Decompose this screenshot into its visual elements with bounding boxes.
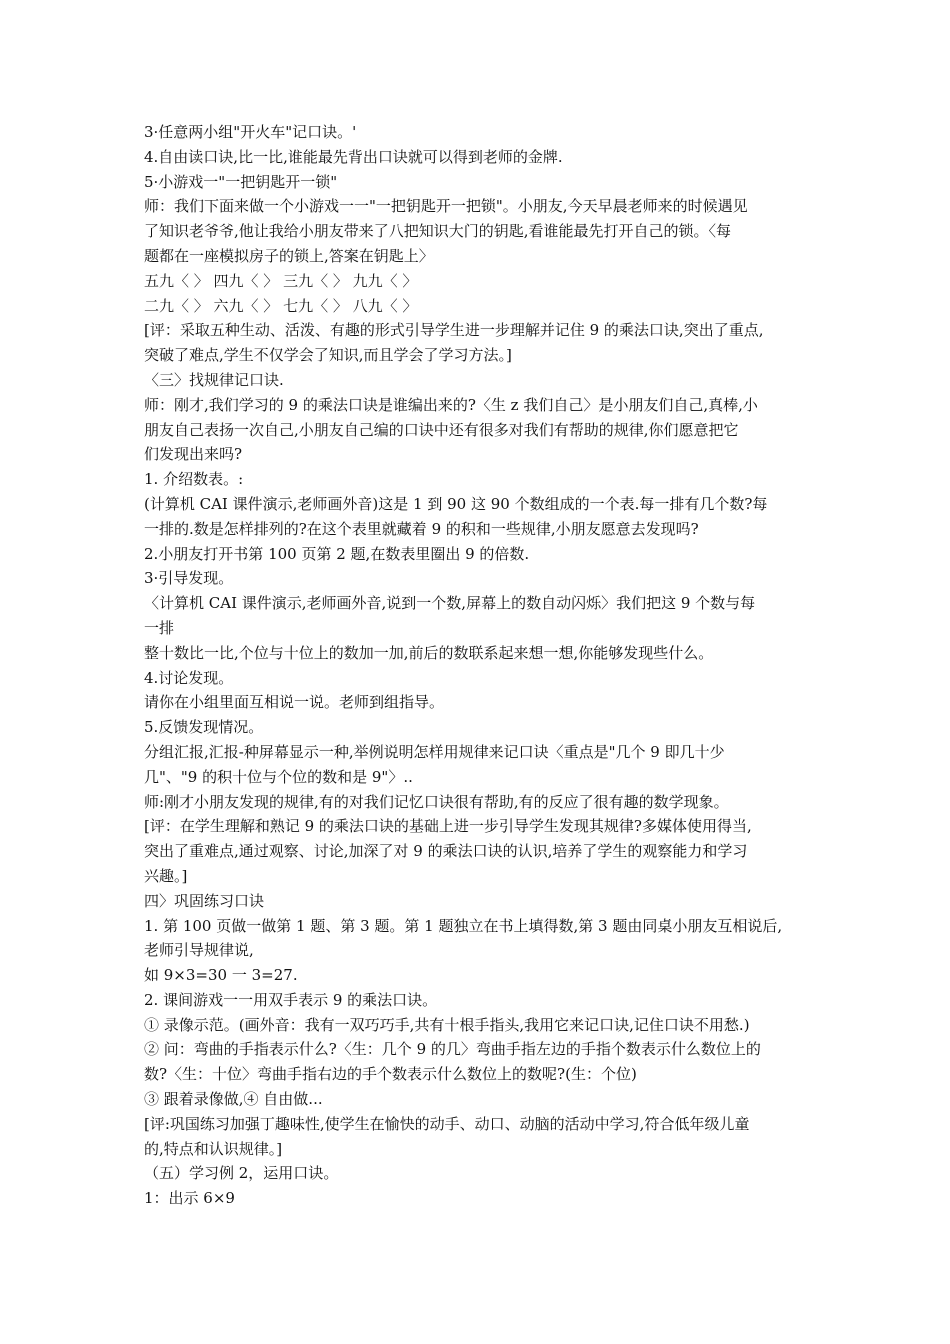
text-line: 师：刚才,我们学习的 9 的乘法口诀是谁编出来的?〈生 z 我们自己〉是小朋友们自己,真棒,小 bbox=[144, 395, 758, 414]
text-line: [评：在学生理解和熟记 9 的乘法口诀的基础上进一步引导学生发现其规律?多媒体使用得当, bbox=[144, 817, 752, 836]
text-line: 2. 课间游戏一一用双手表示 9 的乘法口诀。 bbox=[144, 990, 438, 1009]
text-line: 〈三〉找规律记口诀. bbox=[144, 370, 284, 389]
text-line: 2.小朋友打开书第 100 页第 2 题,在数表里圈出 9 的倍数. bbox=[144, 544, 530, 563]
text-line: 如 9×3=30 一 3=27. bbox=[144, 966, 298, 985]
text-line: 二九〈 〉 六九〈 〉 七九〈 〉 八九〈 〉 bbox=[144, 296, 418, 315]
text-line: 5·小游戏一"一把钥匙开一锁" bbox=[144, 172, 338, 191]
text-line: 四〉巩固练习口诀 bbox=[144, 891, 265, 910]
text-line: 请你在小组里面互相说一说。老师到组指导。 bbox=[144, 693, 445, 712]
text-line: 4.自由读口诀,比一比,谁能最先背出口诀就可以得到老师的金牌. bbox=[144, 147, 563, 166]
text-line: 数?〈生：十位〉弯曲手指右边的手个数表示什么数位上的数呢?(生：个位) bbox=[144, 1065, 637, 1084]
text-line: ① 录像示范。(画外音：我有一双巧巧手,共有十根手指头,我用它来记口诀,记住口诀不用愁.) bbox=[144, 1015, 750, 1034]
text-line: 朋友自己表扬一次自己,小朋友自己编的口诀中还有很多对我们有帮助的规律,你们愿意把它 bbox=[144, 420, 739, 439]
document-page bbox=[144, 120, 812, 1211]
text-line: [评:巩国练习加强丁趣味性,使学生在愉快的动手、动口、动脑的活动中学习,符合低年级儿童 bbox=[144, 1114, 750, 1133]
text-line: 整十数比一比,个位与十位上的数加一加,前后的数联系起来想一想,你能够发现些什么。 bbox=[144, 643, 714, 662]
text-line: 老师引导规律说, bbox=[144, 941, 254, 960]
text-line: 了知识老爷爷,他让我给小朋友带来了八把知识大门的钥匙,看谁能最先打开自己的锁。〈每 bbox=[144, 222, 732, 241]
text-line: ③ 跟着录像做,④ 自由做... bbox=[144, 1090, 323, 1109]
text-line: （五）学习例 2，运用口诀。 bbox=[144, 1164, 339, 1183]
text-line: 题都在一座模拟房子的锁上,答案在钥匙上〉 bbox=[144, 246, 434, 265]
text-line: 师:刚才小朋友发现的规律,有的对我们记忆口诀很有帮助,有的反应了很有趣的数学现象。 bbox=[144, 792, 729, 811]
text-line: 一排 bbox=[144, 618, 175, 637]
text-line: 1. 第 100 页做一做第 1 题、第 3 题。第 1 题独立在书上填得数,第 3 题由同桌小朋友互相说后, bbox=[144, 916, 783, 935]
text-line: 师：我们下面来做一个小游戏一一"一把钥匙开一把锁"。小朋友,今天早晨老师来的时候遇见 bbox=[144, 197, 748, 216]
text-line: 突出了重难点,通过观察、讨论,加深了对 9 的乘法口诀的认识,培养了学生的观察能力和学习 bbox=[144, 842, 748, 861]
text-line: 一排的.数是怎样排列的?在这个表里就藏着 9 的积和一些规律,小朋友愿意去发现吗? bbox=[144, 519, 699, 538]
text-line: 突破了难点,学生不仅学会了知识,而且学会了学习方法。] bbox=[144, 346, 512, 365]
text-line: 1：出示 6×9 bbox=[144, 1189, 235, 1208]
text-line: 4.讨论发现。 bbox=[144, 668, 234, 687]
text-line: 〈计算机 CAI 课件演示,老师画外音,说到一个数,屏幕上的数自动闪烁〉我们把这 9 个数与每 bbox=[144, 594, 756, 613]
text-line: 们发现出来吗? bbox=[144, 445, 243, 464]
text-line: 的,特点和认识规律。] bbox=[144, 1139, 283, 1158]
text-line: 分组汇报,汇报-种屏幕显示一种,举例说明怎样用规律来记口诀〈重点是"几个 9 即几十少 bbox=[144, 742, 725, 761]
text-line: [评：采取五种生动、活泼、有趣的形式引导学生进一步理解并记住 9 的乘法口诀,突出了重点, bbox=[144, 321, 764, 340]
text-line: 几"、"9 的积十位与个位的数和是 9"〉.. bbox=[144, 767, 413, 786]
text-line: (计算机 CAI 课件演示,老师画外音)这是 1 到 90 这 90 个数组成的一个表.每一排有几个数?每 bbox=[144, 494, 768, 513]
text-line: ② 问：弯曲的手指表示什么?〈生：几个 9 的几〉弯曲手指左边的手指个数表示什么数位上的 bbox=[144, 1040, 761, 1059]
text-line: 3·任意两小组"开火车"记口诀。' bbox=[144, 123, 357, 141]
text-line: 1. 介绍数表。: bbox=[144, 470, 244, 489]
text-line: 3·引导发现。 bbox=[144, 569, 234, 588]
text-line: 兴趣。] bbox=[144, 866, 188, 885]
text-line: 5.反馈发现情况。 bbox=[144, 718, 264, 737]
text-line: 五九〈 〉 四九〈 〉 三九〈 〉 九九〈 〉 bbox=[144, 271, 418, 290]
